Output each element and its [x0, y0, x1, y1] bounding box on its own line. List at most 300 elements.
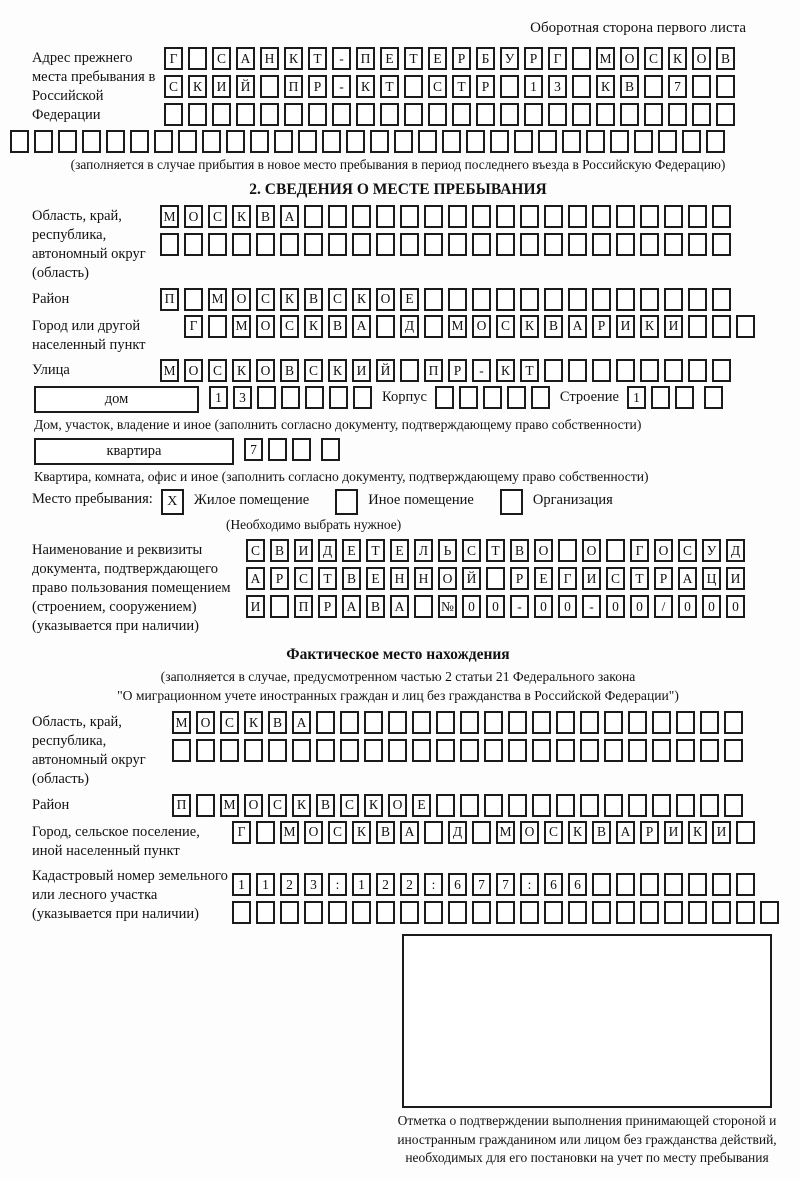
char-cell[interactable]	[460, 794, 479, 817]
char-cell[interactable]	[364, 711, 383, 734]
char-cell[interactable]: К	[188, 75, 207, 98]
char-cell[interactable]	[664, 873, 683, 896]
char-cell[interactable]	[164, 103, 183, 126]
char-cell[interactable]	[316, 739, 335, 762]
char-cell[interactable]: :	[424, 873, 443, 896]
char-cell[interactable]	[568, 233, 587, 256]
char-cell[interactable]: П	[356, 47, 375, 70]
char-cell[interactable]: А	[246, 567, 265, 590]
char-cell[interactable]: 1	[627, 386, 646, 409]
char-cell[interactable]	[376, 205, 395, 228]
char-cell[interactable]	[568, 901, 587, 924]
char-cell[interactable]	[682, 130, 701, 153]
char-cell[interactable]	[692, 103, 711, 126]
char-cell[interactable]	[658, 130, 677, 153]
char-cell[interactable]	[724, 739, 743, 762]
char-cell[interactable]: К	[596, 75, 615, 98]
char-cell[interactable]	[424, 901, 443, 924]
char-cell[interactable]	[634, 130, 653, 153]
char-cell[interactable]	[270, 595, 289, 618]
char-cell[interactable]: Р	[308, 75, 327, 98]
char-cell[interactable]: Г	[548, 47, 567, 70]
char-cell[interactable]: Р	[510, 567, 529, 590]
char-cell[interactable]	[592, 359, 611, 382]
char-cell[interactable]: А	[236, 47, 255, 70]
char-cell[interactable]: 0	[534, 595, 553, 618]
char-cell[interactable]	[196, 794, 215, 817]
char-cell[interactable]	[544, 359, 563, 382]
char-cell[interactable]	[459, 386, 478, 409]
char-cell[interactable]	[544, 205, 563, 228]
char-cell[interactable]	[712, 315, 731, 338]
char-cell[interactable]	[208, 233, 227, 256]
char-cell[interactable]	[376, 901, 395, 924]
char-cell[interactable]: С	[268, 794, 287, 817]
char-cell[interactable]	[736, 821, 755, 844]
char-cell[interactable]	[394, 130, 413, 153]
char-cell[interactable]: Р	[476, 75, 495, 98]
char-cell[interactable]: Т	[520, 359, 539, 382]
char-cell[interactable]: С	[328, 288, 347, 311]
char-cell[interactable]	[724, 794, 743, 817]
char-cell[interactable]	[328, 233, 347, 256]
char-cell[interactable]	[292, 739, 311, 762]
char-cell[interactable]	[508, 711, 527, 734]
char-cell[interactable]: В	[316, 794, 335, 817]
char-cell[interactable]: 3	[233, 386, 252, 409]
char-cell[interactable]: Е	[428, 47, 447, 70]
char-cell[interactable]: И	[212, 75, 231, 98]
char-cell[interactable]: Н	[414, 567, 433, 590]
char-cell[interactable]	[106, 130, 125, 153]
organizatsiya-checkbox[interactable]	[500, 489, 523, 515]
char-cell[interactable]: 0	[486, 595, 505, 618]
char-cell[interactable]	[436, 711, 455, 734]
char-cell[interactable]: Г	[184, 315, 203, 338]
char-cell[interactable]	[736, 901, 755, 924]
char-cell[interactable]: Е	[390, 539, 409, 562]
char-cell[interactable]: О	[692, 47, 711, 70]
char-cell[interactable]: Д	[726, 539, 745, 562]
char-cell[interactable]	[376, 233, 395, 256]
inoe-checkbox[interactable]	[335, 489, 358, 515]
char-cell[interactable]	[308, 103, 327, 126]
char-cell[interactable]: Е	[534, 567, 553, 590]
char-cell[interactable]: И	[726, 567, 745, 590]
char-cell[interactable]: Р	[640, 821, 659, 844]
char-cell[interactable]	[592, 233, 611, 256]
char-cell[interactable]	[418, 130, 437, 153]
char-cell[interactable]: 1	[524, 75, 543, 98]
char-cell[interactable]: 2	[400, 873, 419, 896]
char-cell[interactable]	[664, 233, 683, 256]
char-cell[interactable]: К	[352, 821, 371, 844]
char-cell[interactable]: М	[160, 205, 179, 228]
char-cell[interactable]	[352, 901, 371, 924]
char-cell[interactable]: 1	[352, 873, 371, 896]
char-cell[interactable]	[572, 47, 591, 70]
char-cell[interactable]: К	[244, 711, 263, 734]
char-cell[interactable]	[712, 288, 731, 311]
char-cell[interactable]	[616, 901, 635, 924]
char-cell[interactable]	[196, 739, 215, 762]
char-cell[interactable]	[424, 233, 443, 256]
char-cell[interactable]	[716, 75, 735, 98]
char-cell[interactable]	[520, 205, 539, 228]
char-cell[interactable]: Ц	[702, 567, 721, 590]
char-cell[interactable]: С	[678, 539, 697, 562]
char-cell[interactable]: С	[246, 539, 265, 562]
char-cell[interactable]	[292, 438, 311, 461]
char-cell[interactable]	[572, 75, 591, 98]
char-cell[interactable]: И	[246, 595, 265, 618]
char-cell[interactable]	[232, 901, 251, 924]
char-cell[interactable]: П	[172, 794, 191, 817]
char-cell[interactable]: 0	[702, 595, 721, 618]
char-cell[interactable]	[496, 205, 515, 228]
char-cell[interactable]: 3	[548, 75, 567, 98]
char-cell[interactable]	[244, 739, 263, 762]
char-cell[interactable]: -	[582, 595, 601, 618]
char-cell[interactable]	[700, 739, 719, 762]
char-cell[interactable]: К	[280, 288, 299, 311]
char-cell[interactable]	[305, 386, 324, 409]
char-cell[interactable]	[508, 739, 527, 762]
char-cell[interactable]: О	[184, 359, 203, 382]
char-cell[interactable]: К	[232, 359, 251, 382]
char-cell[interactable]	[212, 103, 231, 126]
char-cell[interactable]	[435, 386, 454, 409]
char-cell[interactable]: К	[668, 47, 687, 70]
char-cell[interactable]	[82, 130, 101, 153]
char-cell[interactable]	[414, 595, 433, 618]
char-cell[interactable]: О	[520, 821, 539, 844]
char-cell[interactable]: А	[342, 595, 361, 618]
char-cell[interactable]	[404, 103, 423, 126]
char-cell[interactable]	[644, 75, 663, 98]
char-cell[interactable]	[640, 359, 659, 382]
char-cell[interactable]: В	[268, 711, 287, 734]
char-cell[interactable]	[700, 711, 719, 734]
char-cell[interactable]	[236, 103, 255, 126]
char-cell[interactable]	[352, 205, 371, 228]
char-cell[interactable]: О	[184, 205, 203, 228]
char-cell[interactable]: 3	[304, 873, 323, 896]
char-cell[interactable]	[184, 288, 203, 311]
char-cell[interactable]: С	[496, 315, 515, 338]
char-cell[interactable]	[688, 901, 707, 924]
char-cell[interactable]: С	[462, 539, 481, 562]
char-cell[interactable]: И	[294, 539, 313, 562]
char-cell[interactable]	[688, 359, 707, 382]
char-cell[interactable]	[664, 901, 683, 924]
char-cell[interactable]: С	[644, 47, 663, 70]
char-cell[interactable]: О	[534, 539, 553, 562]
char-cell[interactable]	[424, 315, 443, 338]
char-cell[interactable]: -	[510, 595, 529, 618]
char-cell[interactable]: К	[232, 205, 251, 228]
char-cell[interactable]	[580, 794, 599, 817]
char-cell[interactable]	[304, 205, 323, 228]
char-cell[interactable]: :	[520, 873, 539, 896]
char-cell[interactable]	[664, 205, 683, 228]
char-cell[interactable]: Т	[404, 47, 423, 70]
char-cell[interactable]: К	[356, 75, 375, 98]
char-cell[interactable]	[640, 205, 659, 228]
char-cell[interactable]	[760, 901, 779, 924]
char-cell[interactable]: 6	[544, 873, 563, 896]
char-cell[interactable]	[532, 711, 551, 734]
char-cell[interactable]	[328, 901, 347, 924]
char-cell[interactable]	[472, 233, 491, 256]
char-cell[interactable]	[452, 103, 471, 126]
char-cell[interactable]	[688, 315, 707, 338]
char-cell[interactable]	[460, 739, 479, 762]
char-cell[interactable]	[628, 794, 647, 817]
char-cell[interactable]	[712, 233, 731, 256]
char-cell[interactable]: 1	[232, 873, 251, 896]
char-cell[interactable]	[472, 205, 491, 228]
char-cell[interactable]	[472, 288, 491, 311]
char-cell[interactable]	[568, 359, 587, 382]
char-cell[interactable]	[328, 205, 347, 228]
char-cell[interactable]: С	[208, 205, 227, 228]
char-cell[interactable]: К	[292, 794, 311, 817]
char-cell[interactable]	[706, 130, 725, 153]
char-cell[interactable]	[280, 233, 299, 256]
char-cell[interactable]	[370, 130, 389, 153]
char-cell[interactable]: Ь	[438, 539, 457, 562]
char-cell[interactable]: С	[208, 359, 227, 382]
char-cell[interactable]: Й	[376, 359, 395, 382]
char-cell[interactable]	[616, 359, 635, 382]
char-cell[interactable]: И	[664, 315, 683, 338]
char-cell[interactable]	[220, 739, 239, 762]
char-cell[interactable]: 0	[558, 595, 577, 618]
char-cell[interactable]: И	[352, 359, 371, 382]
char-cell[interactable]	[178, 130, 197, 153]
char-cell[interactable]: К	[568, 821, 587, 844]
char-cell[interactable]: Р	[448, 359, 467, 382]
char-cell[interactable]	[580, 739, 599, 762]
char-cell[interactable]	[412, 711, 431, 734]
char-cell[interactable]	[280, 901, 299, 924]
char-cell[interactable]: Т	[318, 567, 337, 590]
char-cell[interactable]: К	[284, 47, 303, 70]
char-cell[interactable]	[514, 130, 533, 153]
char-cell[interactable]	[34, 130, 53, 153]
char-cell[interactable]	[352, 233, 371, 256]
char-cell[interactable]	[640, 901, 659, 924]
char-cell[interactable]: Й	[236, 75, 255, 98]
char-cell[interactable]: И	[616, 315, 635, 338]
char-cell[interactable]	[486, 567, 505, 590]
char-cell[interactable]	[364, 739, 383, 762]
char-cell[interactable]: О	[256, 315, 275, 338]
char-cell[interactable]: М	[448, 315, 467, 338]
char-cell[interactable]: Р	[452, 47, 471, 70]
char-cell[interactable]	[628, 739, 647, 762]
char-cell[interactable]: 2	[280, 873, 299, 896]
char-cell[interactable]	[724, 711, 743, 734]
char-cell[interactable]: №	[438, 595, 457, 618]
char-cell[interactable]	[616, 288, 635, 311]
char-cell[interactable]: 0	[606, 595, 625, 618]
char-cell[interactable]	[572, 103, 591, 126]
char-cell[interactable]: О	[472, 315, 491, 338]
char-cell[interactable]	[154, 130, 173, 153]
char-cell[interactable]	[424, 288, 443, 311]
char-cell[interactable]	[274, 130, 293, 153]
char-cell[interactable]	[616, 233, 635, 256]
char-cell[interactable]	[604, 794, 623, 817]
char-cell[interactable]	[580, 711, 599, 734]
char-cell[interactable]: 6	[568, 873, 587, 896]
char-cell[interactable]: Т	[630, 567, 649, 590]
char-cell[interactable]	[400, 205, 419, 228]
char-cell[interactable]: М	[172, 711, 191, 734]
char-cell[interactable]	[500, 75, 519, 98]
char-cell[interactable]	[520, 233, 539, 256]
char-cell[interactable]: В	[716, 47, 735, 70]
char-cell[interactable]: П	[160, 288, 179, 311]
char-cell[interactable]: М	[496, 821, 515, 844]
char-cell[interactable]	[424, 205, 443, 228]
char-cell[interactable]	[188, 47, 207, 70]
char-cell[interactable]: В	[328, 315, 347, 338]
char-cell[interactable]: Р	[270, 567, 289, 590]
char-cell[interactable]: 0	[630, 595, 649, 618]
char-cell[interactable]: С	[294, 567, 313, 590]
char-cell[interactable]: С	[304, 359, 323, 382]
char-cell[interactable]: К	[520, 315, 539, 338]
char-cell[interactable]: К	[328, 359, 347, 382]
char-cell[interactable]: -	[332, 47, 351, 70]
zhiloe-checkbox[interactable]: X	[161, 489, 184, 515]
char-cell[interactable]: А	[280, 205, 299, 228]
char-cell[interactable]: Т	[308, 47, 327, 70]
char-cell[interactable]: Р	[524, 47, 543, 70]
char-cell[interactable]: 0	[678, 595, 697, 618]
char-cell[interactable]	[644, 103, 663, 126]
char-cell[interactable]	[558, 539, 577, 562]
char-cell[interactable]: 7	[668, 75, 687, 98]
char-cell[interactable]: К	[364, 794, 383, 817]
char-cell[interactable]: 0	[462, 595, 481, 618]
char-cell[interactable]: В	[256, 205, 275, 228]
char-cell[interactable]	[556, 739, 575, 762]
char-cell[interactable]	[712, 205, 731, 228]
char-cell[interactable]	[592, 288, 611, 311]
char-cell[interactable]	[232, 233, 251, 256]
char-cell[interactable]	[268, 739, 287, 762]
char-cell[interactable]: П	[284, 75, 303, 98]
char-cell[interactable]	[556, 794, 575, 817]
char-cell[interactable]	[688, 233, 707, 256]
char-cell[interactable]: 7	[244, 438, 263, 461]
char-cell[interactable]: В	[544, 315, 563, 338]
char-cell[interactable]: -	[332, 75, 351, 98]
char-cell[interactable]	[520, 901, 539, 924]
char-cell[interactable]	[428, 103, 447, 126]
char-cell[interactable]	[556, 711, 575, 734]
char-cell[interactable]: С	[164, 75, 183, 98]
char-cell[interactable]	[652, 794, 671, 817]
char-cell[interactable]: О	[438, 567, 457, 590]
char-cell[interactable]	[476, 103, 495, 126]
char-cell[interactable]	[188, 103, 207, 126]
char-cell[interactable]	[712, 873, 731, 896]
char-cell[interactable]: Й	[462, 567, 481, 590]
char-cell[interactable]	[538, 130, 557, 153]
char-cell[interactable]	[640, 873, 659, 896]
char-cell[interactable]: Л	[414, 539, 433, 562]
char-cell[interactable]: А	[292, 711, 311, 734]
char-cell[interactable]: С	[220, 711, 239, 734]
char-cell[interactable]	[568, 288, 587, 311]
char-cell[interactable]	[10, 130, 29, 153]
char-cell[interactable]: О	[244, 794, 263, 817]
char-cell[interactable]	[531, 386, 550, 409]
char-cell[interactable]: А	[568, 315, 587, 338]
char-cell[interactable]	[436, 794, 455, 817]
char-cell[interactable]: Е	[380, 47, 399, 70]
char-cell[interactable]: И	[664, 821, 683, 844]
char-cell[interactable]: М	[220, 794, 239, 817]
char-cell[interactable]	[424, 821, 443, 844]
char-cell[interactable]	[284, 103, 303, 126]
char-cell[interactable]	[688, 873, 707, 896]
char-cell[interactable]	[400, 901, 419, 924]
char-cell[interactable]	[260, 103, 279, 126]
char-cell[interactable]	[664, 288, 683, 311]
char-cell[interactable]	[592, 901, 611, 924]
char-cell[interactable]: И	[582, 567, 601, 590]
char-cell[interactable]	[160, 233, 179, 256]
char-cell[interactable]	[544, 288, 563, 311]
char-cell[interactable]: В	[376, 821, 395, 844]
char-cell[interactable]: С	[256, 288, 275, 311]
char-cell[interactable]: Е	[366, 567, 385, 590]
char-cell[interactable]	[321, 438, 340, 461]
char-cell[interactable]	[676, 711, 695, 734]
char-cell[interactable]	[329, 386, 348, 409]
char-cell[interactable]: О	[196, 711, 215, 734]
char-cell[interactable]: С	[212, 47, 231, 70]
char-cell[interactable]	[716, 103, 735, 126]
char-cell[interactable]: С	[328, 821, 347, 844]
char-cell[interactable]	[340, 739, 359, 762]
char-cell[interactable]	[616, 205, 635, 228]
char-cell[interactable]: Д	[448, 821, 467, 844]
char-cell[interactable]	[736, 873, 755, 896]
char-cell[interactable]: В	[366, 595, 385, 618]
char-cell[interactable]: В	[280, 359, 299, 382]
char-cell[interactable]	[712, 359, 731, 382]
char-cell[interactable]: М	[232, 315, 251, 338]
char-cell[interactable]: Е	[400, 288, 419, 311]
char-cell[interactable]	[500, 103, 519, 126]
char-cell[interactable]: О	[654, 539, 673, 562]
char-cell[interactable]: 0	[726, 595, 745, 618]
char-cell[interactable]	[544, 233, 563, 256]
char-cell[interactable]: К	[688, 821, 707, 844]
char-cell[interactable]	[58, 130, 77, 153]
char-cell[interactable]	[448, 288, 467, 311]
char-cell[interactable]: А	[400, 821, 419, 844]
char-cell[interactable]: 7	[472, 873, 491, 896]
char-cell[interactable]	[610, 130, 629, 153]
